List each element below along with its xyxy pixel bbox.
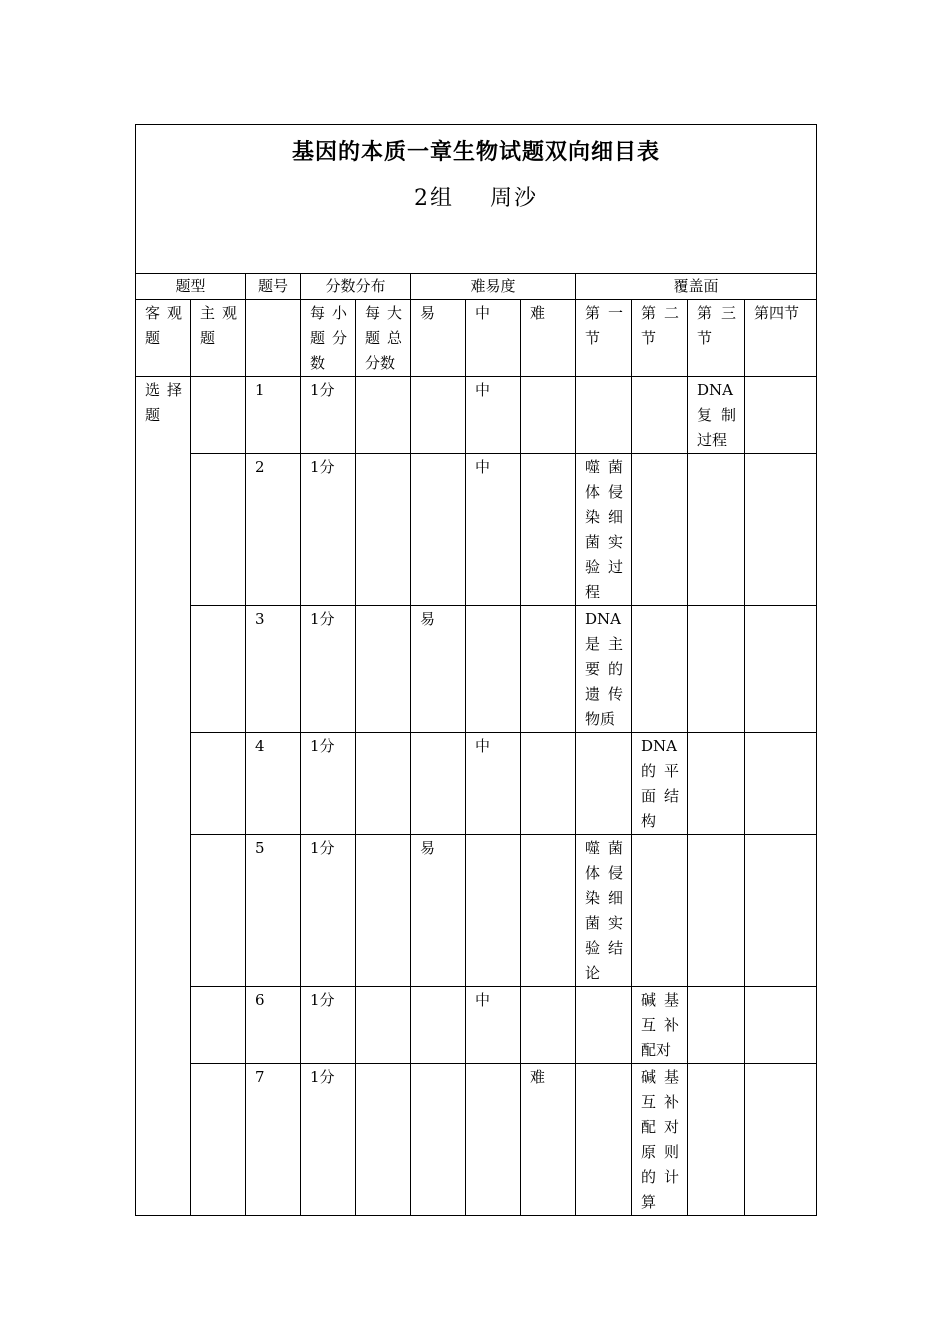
question-number: 5 xyxy=(246,835,301,987)
table-row xyxy=(136,1064,817,1216)
question-score: 1分 xyxy=(301,1064,356,1216)
coverage-sec1 xyxy=(576,733,632,835)
coverage-sec1: 噬菌体侵染细菌实验过程 xyxy=(576,454,632,606)
difficulty-easy: 易 xyxy=(411,835,466,987)
coverage-sec1: DNA是主要的遗传物质 xyxy=(576,606,632,733)
question-number: 1 xyxy=(246,377,301,454)
coverage-sec4 xyxy=(745,454,817,606)
coverage-sec2: DNA的平面结构 xyxy=(632,733,688,835)
header-coverage: 覆盖面 xyxy=(576,274,817,300)
difficulty-hard xyxy=(521,835,576,987)
coverage-sec4 xyxy=(745,606,817,733)
section-score xyxy=(356,606,411,733)
difficulty-easy xyxy=(411,1064,466,1216)
difficulty-hard xyxy=(521,606,576,733)
coverage-sec2: 碱基互补配对原则的计算 xyxy=(632,1064,688,1216)
question-score: 1分 xyxy=(301,987,356,1064)
difficulty-hard xyxy=(521,377,576,454)
coverage-sec4 xyxy=(745,835,817,987)
subjective-cell xyxy=(191,1064,246,1216)
subheader-medium: 中 xyxy=(466,300,521,377)
coverage-sec1 xyxy=(576,1064,632,1216)
coverage-sec3 xyxy=(688,987,745,1064)
difficulty-easy: 易 xyxy=(411,606,466,733)
table-row xyxy=(136,606,817,733)
subheader-row xyxy=(136,300,817,377)
difficulty-medium: 中 xyxy=(466,377,521,454)
section-score xyxy=(356,733,411,835)
section-score xyxy=(356,835,411,987)
question-number: 6 xyxy=(246,987,301,1064)
coverage-sec2 xyxy=(632,454,688,606)
coverage-sec2 xyxy=(632,835,688,987)
difficulty-medium: 中 xyxy=(466,987,521,1064)
difficulty-medium xyxy=(466,606,521,733)
subheader-sec4: 第四节 xyxy=(745,300,817,377)
subheader-per-section: 每大题总分数 xyxy=(356,300,411,377)
subheader-per-item: 每小题分数 xyxy=(301,300,356,377)
section-label: 选择题 xyxy=(136,377,191,1216)
difficulty-easy xyxy=(411,454,466,606)
subheader-sec3: 第三节 xyxy=(688,300,745,377)
document-title: 基因的本质一章生物试题双向细目表 xyxy=(292,139,661,165)
question-number: 3 xyxy=(246,606,301,733)
coverage-sec1 xyxy=(576,987,632,1064)
question-score: 1分 xyxy=(301,377,356,454)
difficulty-medium xyxy=(466,835,521,987)
question-score: 1分 xyxy=(301,835,356,987)
difficulty-easy xyxy=(411,377,466,454)
question-number: 7 xyxy=(246,1064,301,1216)
header-number: 题号 xyxy=(246,274,301,300)
subjective-cell xyxy=(191,377,246,454)
coverage-sec4 xyxy=(745,1064,817,1216)
subheader-sec2: 第二节 xyxy=(632,300,688,377)
difficulty-medium: 中 xyxy=(466,454,521,606)
difficulty-hard xyxy=(521,987,576,1064)
table-row xyxy=(136,733,817,835)
question-score: 1分 xyxy=(301,733,356,835)
coverage-sec2: 碱基互补配对 xyxy=(632,987,688,1064)
header-row xyxy=(136,274,817,300)
section-score xyxy=(356,1064,411,1216)
difficulty-hard xyxy=(521,733,576,835)
coverage-sec1 xyxy=(576,377,632,454)
question-score: 1分 xyxy=(301,454,356,606)
coverage-sec2 xyxy=(632,606,688,733)
title-cell xyxy=(136,125,817,274)
table-row xyxy=(136,454,817,606)
header-type: 题型 xyxy=(136,274,246,300)
difficulty-easy xyxy=(411,987,466,1064)
table-row xyxy=(136,835,817,987)
coverage-sec4 xyxy=(745,733,817,835)
difficulty-hard: 难 xyxy=(521,1064,576,1216)
subheader-number-empty xyxy=(246,300,301,377)
coverage-sec3: DNA复制过程 xyxy=(688,377,745,454)
coverage-sec3 xyxy=(688,606,745,733)
document-subtitle: 2组 周沙 xyxy=(414,186,538,211)
subjective-cell xyxy=(191,454,246,606)
coverage-sec3 xyxy=(688,1064,745,1216)
coverage-sec3 xyxy=(688,733,745,835)
coverage-sec1: 噬菌体侵染细菌实验结论 xyxy=(576,835,632,987)
spec-table xyxy=(135,124,817,1216)
subjective-cell xyxy=(191,835,246,987)
subjective-cell xyxy=(191,606,246,733)
header-score: 分数分布 xyxy=(301,274,411,300)
subheader-easy: 易 xyxy=(411,300,466,377)
coverage-sec4 xyxy=(745,987,817,1064)
coverage-sec4 xyxy=(745,377,817,454)
coverage-sec3 xyxy=(688,454,745,606)
subheader-hard: 难 xyxy=(521,300,576,377)
section-score xyxy=(356,377,411,454)
coverage-sec3 xyxy=(688,835,745,987)
difficulty-hard xyxy=(521,454,576,606)
question-number: 4 xyxy=(246,733,301,835)
subheader-subjective: 主观题 xyxy=(191,300,246,377)
question-score: 1分 xyxy=(301,606,356,733)
header-difficulty: 难易度 xyxy=(411,274,576,300)
difficulty-easy xyxy=(411,733,466,835)
subheader-objective: 客观题 xyxy=(136,300,191,377)
subjective-cell xyxy=(191,733,246,835)
table-row xyxy=(136,377,817,454)
difficulty-medium: 中 xyxy=(466,733,521,835)
section-score xyxy=(356,454,411,606)
title-row xyxy=(136,125,817,274)
question-number: 2 xyxy=(246,454,301,606)
difficulty-medium xyxy=(466,1064,521,1216)
subheader-sec1: 第一节 xyxy=(576,300,632,377)
section-score xyxy=(356,987,411,1064)
subjective-cell xyxy=(191,987,246,1064)
table-row xyxy=(136,987,817,1064)
coverage-sec2 xyxy=(632,377,688,454)
